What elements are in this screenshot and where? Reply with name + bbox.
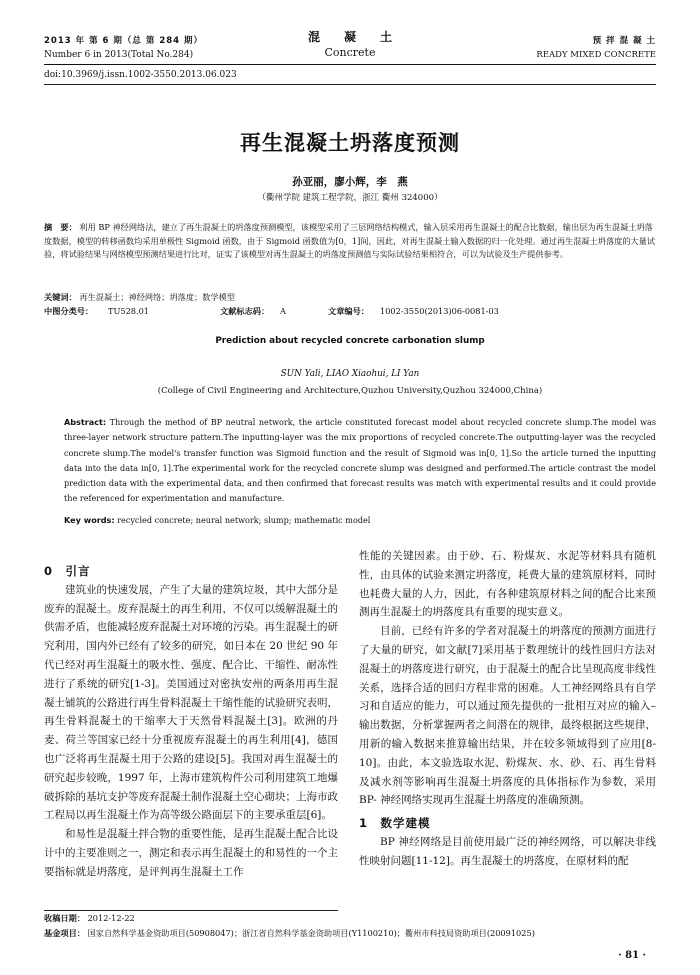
doc-code-value: A <box>280 306 286 316</box>
keywords-cn-label: 关键词： <box>44 292 77 302</box>
clc-value: TU528.01 <box>108 306 150 316</box>
clc-label: 中图分类号： <box>44 306 94 316</box>
keywords-cn <box>44 291 656 305</box>
authors-en: SUN Yali, LIAO Xiaohui, LI Yan <box>280 369 420 379</box>
section-en: READY MIXED CONCRETE <box>536 50 656 60</box>
affiliation-en: (College of Civil Engineering and Architecture,Quzhou University,Quzhou 324000,China) <box>157 386 543 396</box>
section-1-heading: 1 数学建模 <box>359 816 431 831</box>
paragraph: BP 神经网络是目前使用最广泛的神经网络，可以解决非线性映射问题[11-12]。再生混凝土的坍落度，在原材料的配 <box>359 835 656 867</box>
fund-info <box>44 926 656 940</box>
abstract-cn-label: 摘 要： <box>44 222 77 232</box>
page-number: · 81 · <box>618 950 646 961</box>
paragraph: 建筑业的快速发展，产生了大量的建筑垃圾，其中大部分是废弃的混凝土。废弃混凝土的再生利用，不仅可以缓解混凝土的供需矛盾，也能减轻废弃混凝土对环境的污染。再生混凝土的研究利用，国内外已经有了较多的研究，如日本在 20 世纪 90 年代已经对再生混凝土的吸水性、强度、配合比、干缩性、耐冻性进行了系统的研究[1-3]。美国通过对密执安州的两条用再生混凝土铺筑的公路进行再生骨料混凝土干缩性能的试验研究表明，再生骨料混凝土的干缩率大于天然骨料混凝土[3]。欧洲的丹麦、荷兰等国家已经十分重视废弃混凝土的再生利用[4]，德国也广泛将再生混凝土用于公路的建设[5]。我国对再生混凝土的研究起步较晚，1997 年，上海市建筑构件公司利用建筑工地爆破拆除的基坑支护等废弃混凝土制作混凝土空心砌块；上海市政工程局以再生混凝土作为高等级公路面层下的主要承重层[6]。 <box>44 583 338 822</box>
journal-issue-cn: 2013 年 第 6 期（总 第 284 期） <box>44 36 204 46</box>
body-left-column <box>44 562 338 882</box>
journal-issue-en: Number 6 in 2013(Total No.284) <box>44 50 194 60</box>
section-cn: 预 拌 混 凝 土 <box>592 36 656 46</box>
journal-name-en: Concrete <box>324 46 376 59</box>
doi-rule <box>44 84 656 85</box>
article-title-en: Prediction about recycled concrete carbonation slump <box>215 336 485 346</box>
abstract-cn <box>44 221 656 262</box>
received-label: 收稿日期： <box>44 913 85 923</box>
keywords-en-label: Key words: <box>64 515 115 525</box>
keywords-en <box>64 515 656 525</box>
article-no-value: 1002-3550(2013)06-0081-03 <box>380 306 499 316</box>
authors-cn: 孙亚丽，廖小辉，李 燕 <box>292 176 408 188</box>
received-value: 2012-12-22 <box>87 913 135 923</box>
keywords-cn-text: 再生混凝土；神经网络；坍落度；数学模型 <box>79 292 235 302</box>
keywords-en-text: recycled concrete; neural network; slump; mathematic model <box>117 515 371 525</box>
header-rule <box>44 64 656 65</box>
section-0-heading: 0 引言 <box>44 564 91 578</box>
fund-label: 基金项目： <box>44 928 85 938</box>
journal-name-cn: 混 凝 土 <box>307 30 392 44</box>
doi: doi:10.3969/j.issn.1002-3550.2013.06.023 <box>44 70 237 80</box>
abstract-en-text: Through the method of BP neutral network, the article constituted forecast model about recycled concrete slump.The model was three-layer network structure pattern.The inputting-layer was the mix proportions of recycled concrete.The outputting-layer was the recycled concrete slump.The model's transfer function was Sigmoid function and the result of Sigmoid was in[0, 1].So the article turned the inputting data into the data in[0, 1].The experimental work for the recycled concrete slump was designed and performed.The article contrast the model prediction data with the experimental data, and then confirmed that forecast results was match with experimental results and it could provide the referenced for experimentation and manufacture. <box>64 417 657 504</box>
fund-value: 国家自然科学基金资助项目(50908047)；浙江省自然科学基金资助项目(Y1100210)；衢州市科技局资助项目(20091025) <box>87 928 535 938</box>
body-right-column <box>359 547 656 871</box>
abstract-en <box>64 415 656 507</box>
classification-line <box>44 306 656 320</box>
doc-code-label: 文献标志码： <box>220 306 270 316</box>
received-date <box>44 911 656 925</box>
affiliation-cn: （衢州学院 建筑工程学院，浙江 衢州 324000） <box>257 193 443 203</box>
paragraph: 和易性是混凝土拌合物的重要性能，是再生混凝土配合比设计中的主要准则之一，测定和表示再生混凝土的和易性的一个主要指标就是坍落度，是评判再生混凝土工作 <box>44 828 338 878</box>
abstract-en-label: Abstract: <box>64 417 107 427</box>
paragraph: 目前，已经有许多的学者对混凝土的坍落度的预测方面进行了大量的研究，如文献[7]采用基于数理统计的线性回归方法对混凝土的坍落度进行研究，由于混凝土的配合比呈现高度非线性关系，选择合适的回归方程非常的困难。人工神经网络具有自学习和自适应的能力，可以通过预先提供的一批相互对应的输入–输出数据，分析掌握两者之间潜在的规律，最终根据这些规律，用新的输入数据来推算输出结果，并在较多领域得到了应用[8-10]。由此，本文验选取水泥、粉煤灰、水、砂、石、再生骨料及减水剂等影响再生混凝土坍落度的具体指标作为参数，采用 BP- 神经网络实现再生混凝土坍落度的准确预测。 <box>359 625 656 807</box>
abstract-cn-text: 利用 BP 神经网络法，建立了再生混凝土的坍落度预测模型，该模型采用了三层网络结构模式，输入层采用再生混凝土的配合比数据，输出层为再生混凝土坍落度数据，模型的转移函数均采用单极性 Sigmoid 函数，由于 Sigmoid 函数值为[0，1]间，因此，对再生混凝土输入数据的归一化处理。通过再生混凝土坍落度的大量试验，将试验结果与网络模型预测结果进行比对，证实了该模型对再生混凝土的坍落度预测值与实际试验结果相符合，可以为试验及生产提供参考。 <box>44 222 656 260</box>
article-title-cn: 再生混凝土坍落度预测 <box>240 131 460 155</box>
article-no-label: 文章编号： <box>328 306 369 316</box>
paragraph: 性能的关键因素。由于砂、石、粉煤灰、水泥等材料具有随机性，由具体的试验来测定坍落度，耗费大量的建筑原材料，同时也耗费大量的人力，因此，有各种建筑原材料之间的配合比来预测再生混凝土的坍落度具有重要的现实意义。 <box>359 550 656 619</box>
